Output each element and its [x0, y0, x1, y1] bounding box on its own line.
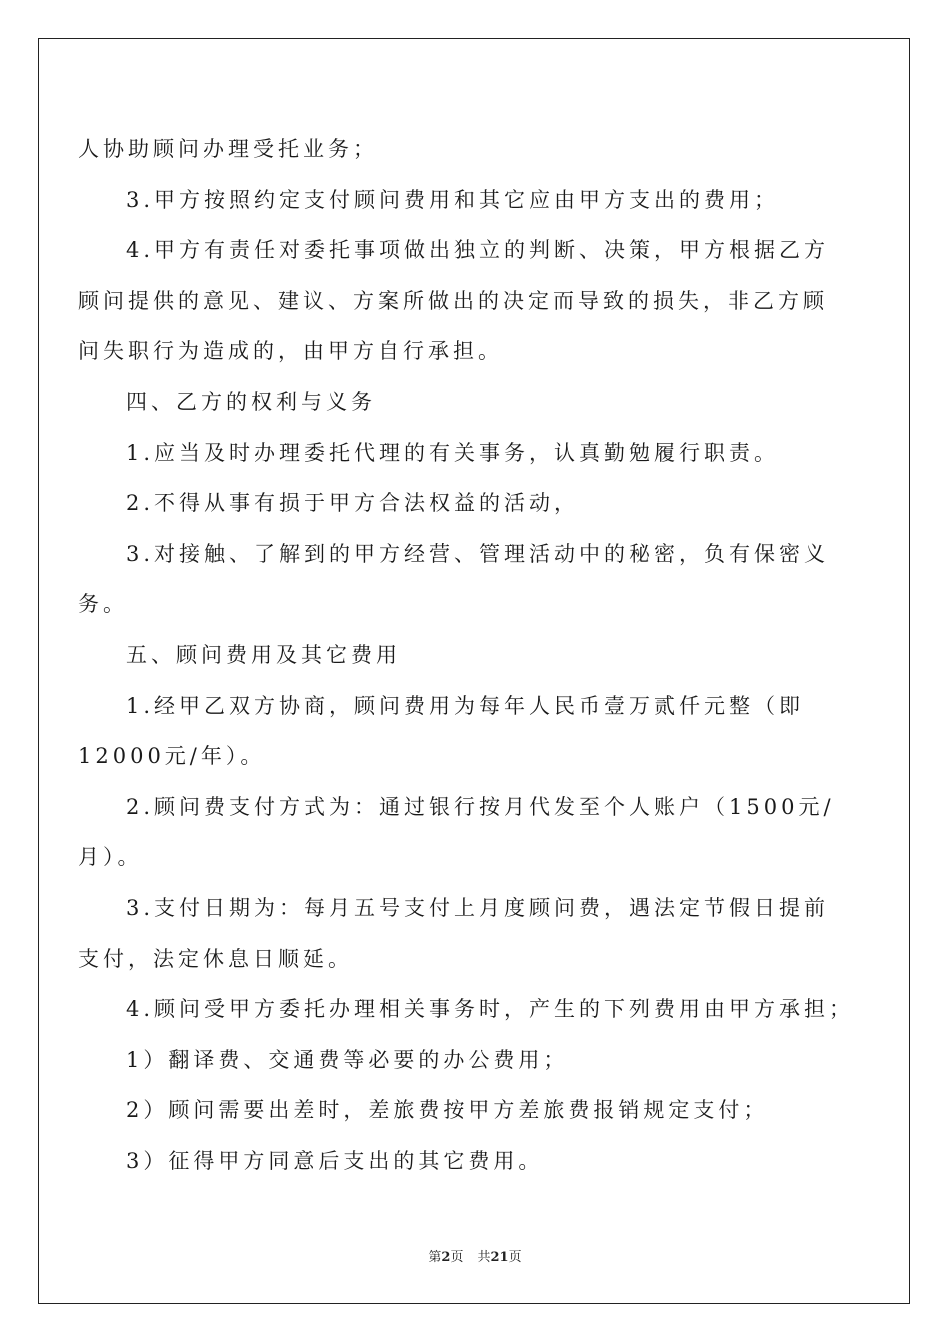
page-footer — [0, 1246, 950, 1265]
page-number-suffix: 页 — [450, 1250, 464, 1265]
list-item: 1）翻译费、交通费等必要的办公费用； — [126, 1048, 569, 1072]
text-line: 2.顾问费支付方式为：通过银行按月代发至个人账户（1500元/ — [126, 795, 835, 819]
page-number-prefix: 第 — [428, 1250, 442, 1265]
text-line: 3.支付日期为：每月五号支付上月度顾问费，遇法定节假日提前 — [126, 896, 830, 920]
text-line: 2.不得从事有损于甲方合法权益的活动， — [126, 491, 580, 515]
section-heading: 五、顾问费用及其它费用 — [126, 643, 401, 667]
text-line: 3.对接触、了解到的甲方经营、管理活动中的秘密，负有保密义 — [126, 542, 830, 566]
total-pages-prefix: 共 — [477, 1250, 491, 1265]
text-line: 务。 — [78, 592, 128, 616]
text-line: 问失职行为造成的，由甲方自行承担。 — [78, 339, 503, 363]
text-line: 人协助顾问办理受托业务； — [78, 137, 378, 161]
total-pages-suffix: 页 — [508, 1250, 522, 1265]
total-pages: 21 — [490, 1250, 509, 1265]
text-line: 顾问提供的意见、建议、方案所做出的决定而导致的损失，非乙方顾 — [78, 289, 828, 313]
page-number: 2 — [441, 1250, 451, 1265]
text-line: 1.经甲乙双方协商，顾问费用为每年人民币壹万贰仟元整（即 — [126, 694, 805, 718]
text-line: 支付，法定休息日顺延。 — [78, 947, 353, 971]
text-line: 3.甲方按照约定支付顾问费用和其它应由甲方支出的费用； — [126, 188, 780, 212]
list-item: 3）征得甲方同意后支出的其它费用。 — [126, 1149, 544, 1173]
text-line: 月）。 — [78, 845, 143, 869]
text-line: 4.甲方有责任对委托事项做出独立的判断、决策，甲方根据乙方 — [126, 238, 830, 262]
text-line: 1.应当及时办理委托代理的有关事务，认真勤勉履行职责。 — [126, 441, 780, 465]
text-line: 12000元/年）。 — [78, 744, 266, 768]
list-item: 2）顾问需要出差时，差旅费按甲方差旅费报销规定支付； — [126, 1098, 769, 1122]
section-heading: 四、乙方的权利与义务 — [126, 390, 376, 414]
text-line: 4.顾问受甲方委托办理相关事务时，产生的下列费用由甲方承担； — [126, 997, 855, 1021]
